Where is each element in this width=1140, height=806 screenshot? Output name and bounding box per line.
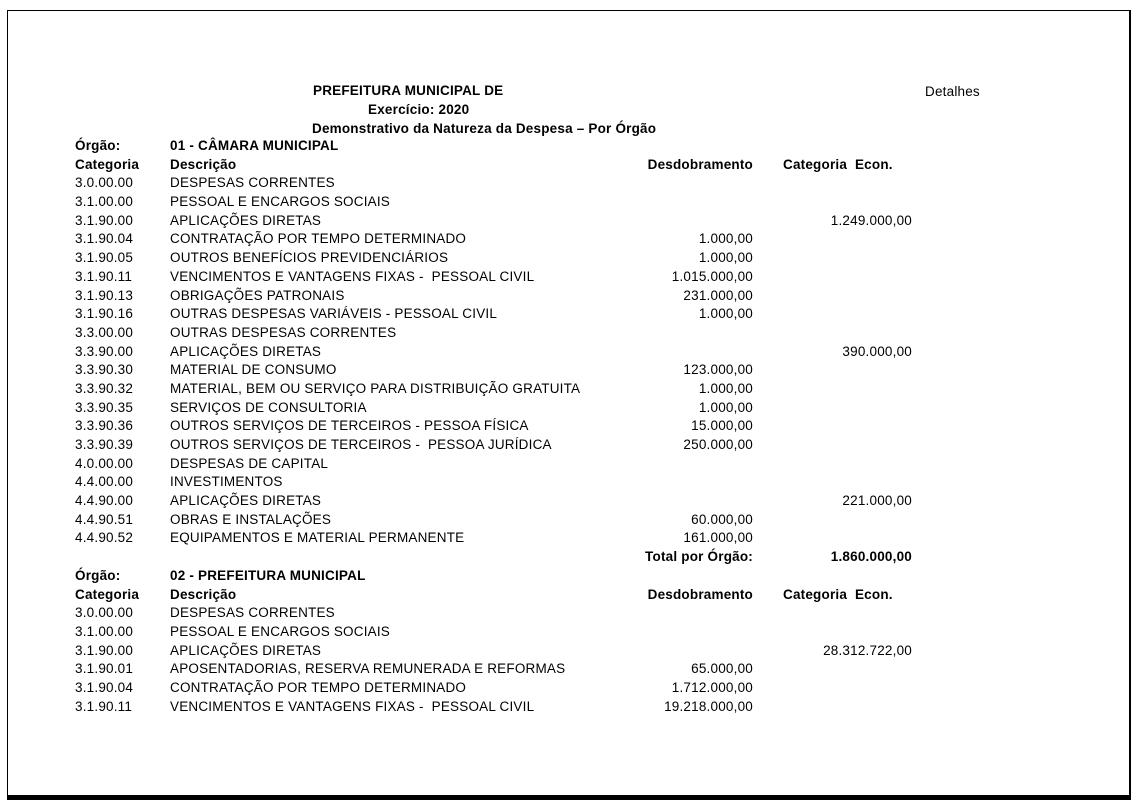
- row-description: DESPESAS CORRENTES: [170, 175, 335, 191]
- row-desdobramento-value: 1.000,00: [698, 399, 753, 415]
- row-description: CONTRATAÇÃO POR TEMPO DETERMINADO: [170, 679, 467, 695]
- column-header-categoria: Categoria: [75, 586, 140, 602]
- table-row: [8, 529, 1129, 548]
- row-description: SERVIÇOS DE CONSULTORIA: [170, 399, 367, 415]
- column-header-descricao: Descrição: [170, 156, 237, 172]
- row-desdobramento-value: 1.000,00: [698, 380, 753, 396]
- row-code: 3.3.90.32: [75, 380, 134, 396]
- row-description: DESPESAS CORRENTES: [170, 605, 335, 621]
- row-code: 3.0.00.00: [75, 175, 134, 191]
- row-description: DESPESAS DE CAPITAL: [170, 455, 329, 471]
- orgao-name: 01 - CÂMARA MUNICIPAL: [170, 138, 339, 153]
- row-code: 3.1.90.05: [75, 250, 134, 266]
- row-code: 3.1.00.00: [75, 194, 134, 210]
- table-row: [8, 511, 1129, 530]
- table-row: [8, 305, 1129, 324]
- row-code: 3.3.90.39: [75, 437, 134, 452]
- table-row: [8, 436, 1129, 455]
- row-description: APOSENTADORIAS, RESERVA REMUNERADA E REFORMAS: [170, 661, 566, 677]
- row-code: 4.4.90.00: [75, 493, 134, 509]
- row-code: 3.1.90.00: [75, 642, 134, 658]
- report-name: Demonstrativo da Natureza da Despesa – Por Órgão: [312, 121, 657, 136]
- row-code: 3.1.90.13: [75, 287, 134, 303]
- row-desdobramento-value: 15.000,00: [691, 418, 753, 434]
- row-code: 3.1.90.11: [75, 268, 133, 284]
- row-desdobramento-value: 231.000,00: [683, 287, 753, 303]
- total-label: Total por Órgão:: [645, 549, 753, 565]
- table-row: [8, 623, 1129, 642]
- table-row: [8, 174, 1129, 193]
- row-code: 4.0.00.00: [75, 455, 134, 471]
- row-code: 3.1.00.00: [75, 623, 134, 639]
- row-description: CONTRATAÇÃO POR TEMPO DETERMINADO: [170, 231, 467, 247]
- table-row: [8, 268, 1129, 287]
- row-description: MATERIAL DE CONSUMO: [170, 362, 337, 378]
- row-description: VENCIMENTOS E VANTAGENS FIXAS - PESSOAL CIVIL: [170, 698, 535, 714]
- row-description: OUTROS SERVIÇOS DE TERCEIROS - PESSOA FÍSICA: [170, 418, 529, 434]
- table-row: [8, 455, 1129, 474]
- row-desdobramento-value: 250.000,00: [683, 437, 753, 452]
- table-row: [8, 660, 1129, 679]
- orgao-label: Órgão:: [75, 567, 121, 583]
- row-description: OUTROS BENEFÍCIOS PREVIDENCIÁRIOS: [170, 250, 449, 266]
- row-description: APLICAÇÕES DIRETAS: [170, 343, 322, 359]
- orgao-name: 02 - PREFEITURA MUNICIPAL: [170, 567, 366, 583]
- row-description: MATERIAL, BEM OU SERVIÇO PARA DISTRIBUIÇÃO GRATUITA: [170, 380, 581, 396]
- row-description: APLICAÇÕES DIRETAS: [170, 642, 322, 658]
- table-row: [8, 361, 1129, 380]
- table-row: [8, 193, 1129, 212]
- table-row: [8, 698, 1129, 717]
- row-code: 4.4.90.52: [75, 530, 134, 546]
- table-row: [8, 604, 1129, 623]
- row-desdobramento-value: 123.000,00: [683, 362, 753, 378]
- row-code: 3.0.00.00: [75, 605, 134, 621]
- orgao-label: Órgão:: [75, 138, 121, 153]
- table-row: [8, 417, 1129, 436]
- row-categoria-econ-value: 221.000,00: [842, 493, 912, 509]
- row-desdobramento-value: 65.000,00: [691, 661, 753, 677]
- row-description: PESSOAL E ENCARGOS SOCIAIS: [170, 194, 391, 210]
- column-header-categoria-econ: Categoria Econ.: [783, 156, 893, 172]
- column-header-categoria-econ: Categoria Econ.: [783, 586, 893, 602]
- row-code: 3.1.90.04: [75, 679, 134, 695]
- row-description: OBRAS E INSTALAÇÕES: [170, 511, 332, 527]
- row-description: OBRIGAÇÕES PATRONAIS: [170, 287, 345, 303]
- row-categoria-econ-value: 28.312.722,00: [823, 642, 912, 658]
- report-page: [7, 10, 1131, 800]
- row-code: 3.1.90.16: [75, 306, 134, 322]
- table-row: [8, 380, 1129, 399]
- row-code: 3.3.90.30: [75, 362, 134, 378]
- table-row: [8, 249, 1129, 268]
- row-code: 3.3.00.00: [75, 324, 134, 340]
- column-header-desdobramento: Desdobramento: [647, 156, 753, 172]
- row-description: VENCIMENTOS E VANTAGENS FIXAS - PESSOAL CIVIL: [170, 268, 535, 284]
- row-desdobramento-value: 1.015.000,00: [671, 268, 753, 284]
- row-desdobramento-value: 1.000,00: [698, 306, 753, 322]
- table-row: [8, 287, 1129, 306]
- report-exercise: Exercício: 2020: [368, 102, 470, 117]
- row-description: EQUIPAMENTOS E MATERIAL PERMANENTE: [170, 530, 465, 546]
- table-row: [8, 324, 1129, 343]
- row-description: APLICAÇÕES DIRETAS: [170, 493, 322, 509]
- table-row: [8, 399, 1129, 418]
- column-header-descricao: Descrição: [170, 586, 237, 602]
- orgao-row: [8, 567, 1129, 586]
- row-code: 3.1.90.11: [75, 698, 133, 714]
- row-description: OUTRAS DESPESAS CORRENTES: [170, 324, 397, 340]
- row-description: OUTROS SERVIÇOS DE TERCEIROS - PESSOA JURÍDICA: [170, 437, 552, 452]
- report-title: PREFEITURA MUNICIPAL DE: [313, 83, 504, 98]
- orgao-row: [8, 137, 1129, 156]
- report-sections: [8, 137, 1129, 716]
- table-row: [8, 492, 1129, 511]
- row-code: 3.1.90.04: [75, 231, 134, 247]
- row-code: 4.4.90.51: [75, 511, 134, 527]
- row-code: 4.4.00.00: [75, 474, 134, 490]
- row-code: 3.3.90.35: [75, 399, 134, 415]
- details-link[interactable]: Detalhes: [925, 84, 980, 99]
- row-code: 3.1.90.01: [75, 661, 134, 677]
- table-row: [8, 230, 1129, 249]
- column-header-row: [8, 156, 1129, 175]
- row-description: PESSOAL E ENCARGOS SOCIAIS: [170, 623, 391, 639]
- row-description: APLICAÇÕES DIRETAS: [170, 212, 322, 228]
- row-desdobramento-value: 1.000,00: [698, 250, 753, 266]
- table-row: [8, 212, 1129, 231]
- total-value: 1.860.000,00: [830, 549, 912, 565]
- column-header-row: [8, 586, 1129, 605]
- row-code: 3.3.90.00: [75, 343, 134, 359]
- row-categoria-econ-value: 390.000,00: [842, 343, 912, 359]
- row-desdobramento-value: 19.218.000,00: [664, 698, 753, 714]
- table-row: [8, 473, 1129, 492]
- total-row: [8, 548, 1129, 567]
- table-row: [8, 343, 1129, 362]
- row-code: 3.1.90.00: [75, 212, 134, 228]
- row-desdobramento-value: 161.000,00: [683, 530, 753, 546]
- row-categoria-econ-value: 1.249.000,00: [830, 212, 912, 228]
- row-desdobramento-value: 1.000,00: [698, 231, 753, 247]
- table-row: [8, 679, 1129, 698]
- table-row: [8, 642, 1129, 661]
- row-desdobramento-value: 60.000,00: [691, 511, 753, 527]
- row-desdobramento-value: 1.712.000,00: [671, 679, 753, 695]
- column-header-categoria: Categoria: [75, 156, 140, 172]
- row-description: OUTRAS DESPESAS VARIÁVEIS - PESSOAL CIVIL: [170, 306, 498, 322]
- row-code: 3.3.90.36: [75, 418, 134, 434]
- column-header-desdobramento: Desdobramento: [647, 586, 753, 602]
- row-description: INVESTIMENTOS: [170, 474, 283, 490]
